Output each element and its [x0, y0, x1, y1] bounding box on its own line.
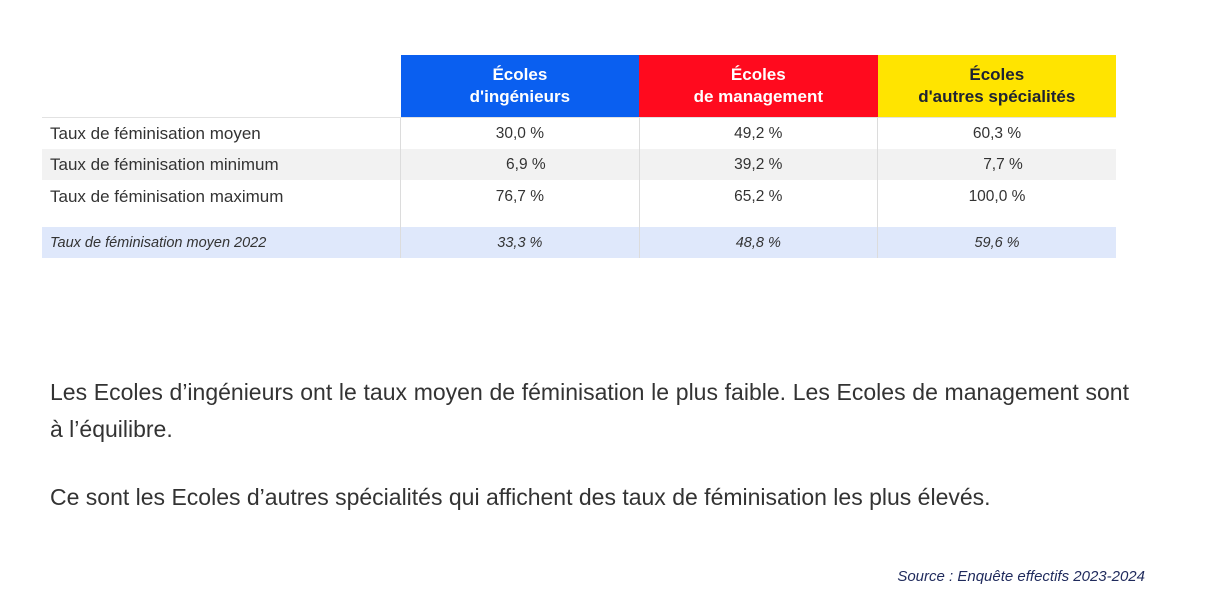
header-line1: Écoles — [730, 65, 786, 84]
table-spacer-row — [42, 213, 1116, 227]
header-line2: d'ingénieurs — [469, 87, 571, 106]
header-line1: Écoles — [492, 65, 548, 84]
feminisation-table-container — [42, 55, 1116, 258]
table-row-minimum — [42, 149, 1116, 180]
cell-other: 100,0 % — [878, 180, 1116, 213]
cell-other: 59,6 % — [878, 227, 1116, 258]
row-label: Taux de féminisation maximum — [50, 186, 284, 206]
cell-management: 65,2 % — [639, 180, 877, 213]
header-line2: de management — [693, 87, 824, 106]
cell-management: 39,2 % — [639, 149, 877, 180]
header-blank-cell — [42, 55, 401, 118]
commentary-paragraph-1: Les Ecoles d’ingénieurs ont le taux moyen de féminisation le plus faible. Les Ecoles de management sont à l’équilibre. — [50, 379, 1129, 442]
header-other-schools — [878, 55, 1116, 118]
cell-engineering: 6,9 % — [401, 149, 639, 180]
cell-other: 60,3 % — [878, 118, 1116, 150]
header-line2: d'autres spécialités — [918, 87, 1076, 106]
header-management-schools — [639, 55, 877, 118]
source-note: Source : Enquête effectifs 2023-2024 — [897, 568, 1145, 585]
row-label: Taux de féminisation moyen 2022 — [42, 227, 401, 258]
cell-engineering: 76,7 % — [401, 180, 639, 213]
header-engineering-schools — [401, 55, 639, 118]
table-row-average — [42, 118, 1116, 150]
feminisation-table — [42, 55, 1116, 258]
commentary-paragraph-2: Ce sont les Ecoles d’autres spécialités qui affichent des taux de féminisation les plus élevés. — [50, 484, 991, 510]
row-label: Taux de féminisation moyen — [42, 118, 401, 150]
table-row-maximum — [42, 180, 1116, 213]
cell-management: 48,8 % — [639, 227, 877, 258]
header-line1: Écoles — [969, 65, 1025, 84]
cell-management: 49,2 % — [639, 118, 877, 150]
row-label: Taux de féminisation minimum — [42, 149, 401, 180]
table-header-row — [42, 55, 1116, 118]
cell-engineering: 30,0 % — [401, 118, 639, 150]
cell-engineering: 33,3 % — [401, 227, 639, 258]
table-row-average-2022 — [42, 227, 1116, 258]
cell-other: 7,7 % — [878, 149, 1116, 180]
